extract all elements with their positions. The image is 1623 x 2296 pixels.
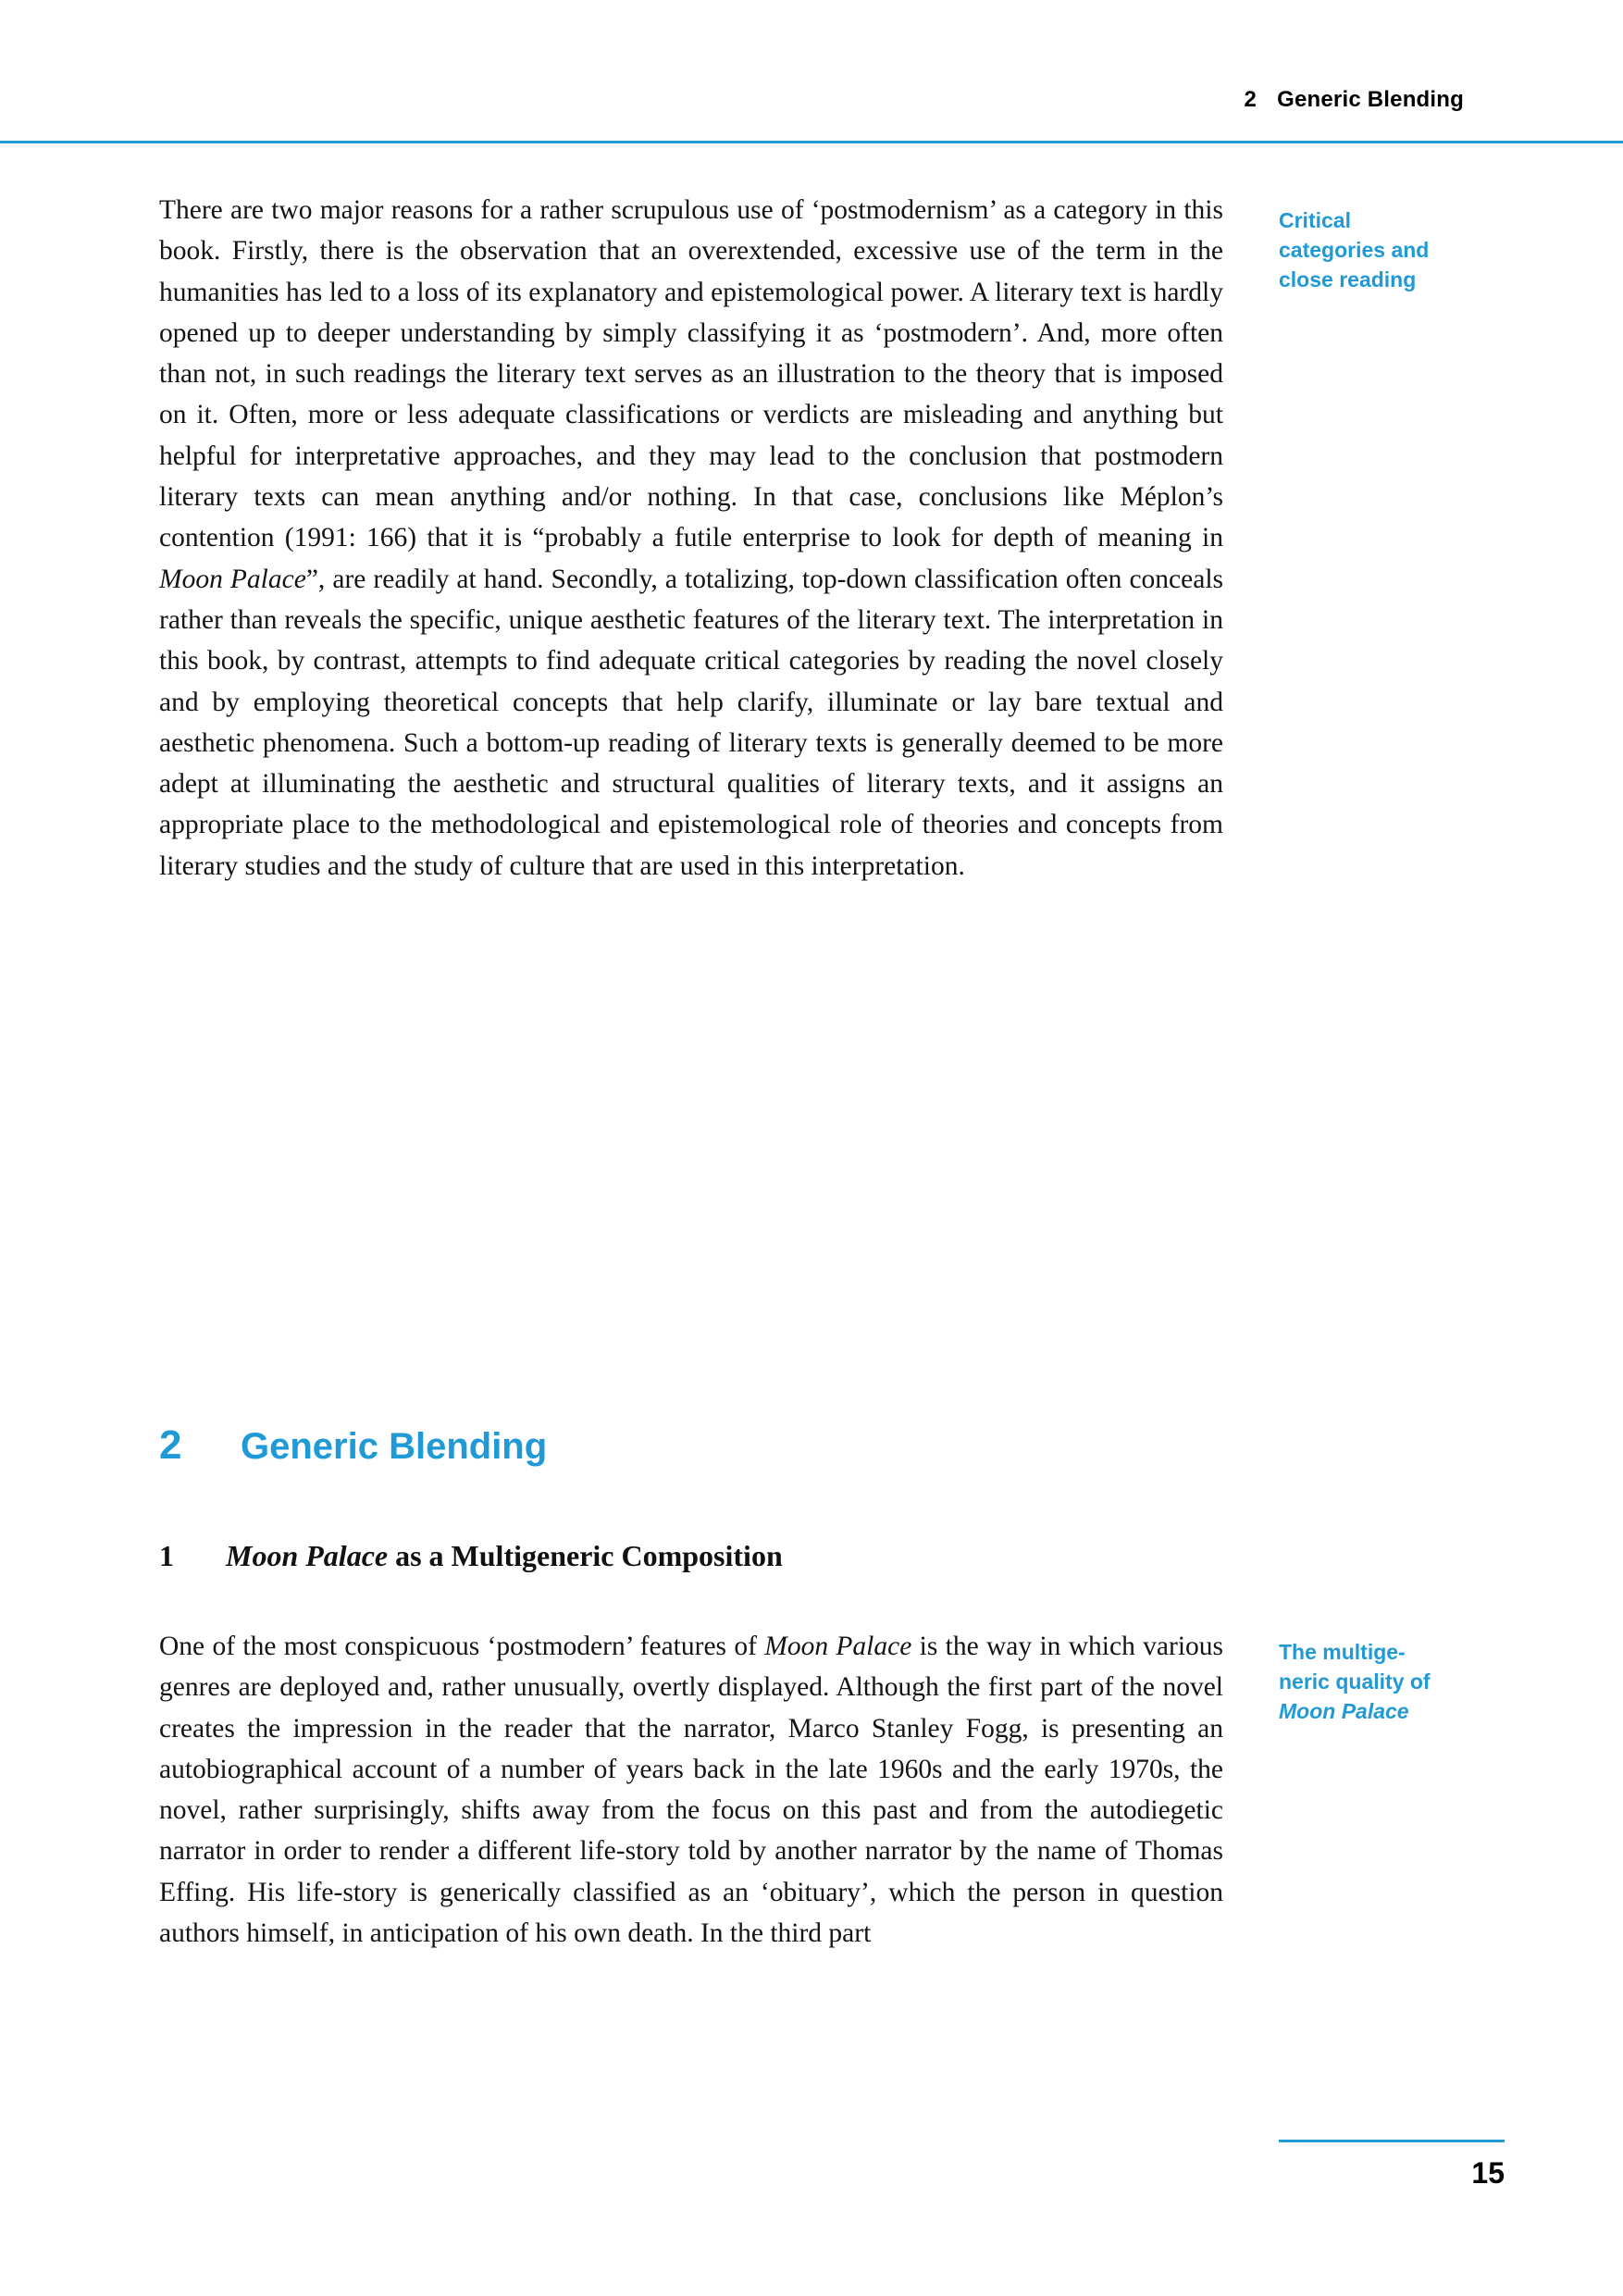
margin-note-critical-categories bbox=[1279, 205, 1501, 294]
chapter-heading-title: Generic Blending bbox=[241, 1426, 548, 1467]
chapter-heading bbox=[159, 1422, 1223, 1469]
chapter-heading-number: 2 bbox=[159, 1422, 182, 1468]
section-title-italic: Moon Palace bbox=[226, 1539, 389, 1572]
paragraph-text-part: One of the most conspicuous ‘postmodern’ features of bbox=[159, 1632, 765, 1661]
margin-note-line: The multige- bbox=[1279, 1640, 1406, 1664]
paragraph-multigeneric bbox=[159, 1626, 1223, 1954]
paragraph-text-part: ”, are readily at hand. Secondly, a totalizing, top-down classification often conceals rather than reveals the specific, unique aesthetic features of the literary text. The interpretation in this book, by contrast, attempts to find adequate critical categories by reading the novel closely and by employing theoretical concepts that help clarify, illuminate or lay bare textual and aesthetic phenomena. Such a bottom-up reading of literary texts is generally deemed to be more adept at illuminating the aesthetic and structural qualities of literary texts, and it assigns an appropriate place to the methodological and epistemological role of theories and concepts from literary studies and the study of culture that are used in this interpretation. bbox=[159, 564, 1224, 881]
header-divider-rule bbox=[0, 141, 1623, 143]
body-column-bottom bbox=[159, 1626, 1223, 1954]
body-column-top bbox=[159, 190, 1223, 887]
header-chapter-title: Generic Blending bbox=[1277, 87, 1464, 112]
paragraph-text-part: is the way in which various genres are deployed and, rather unusually, overtly displayed. Although the first part of the novel creates the impression in the reader that the narrator, Marco Stanley Fogg, is presenting an autobiographical account of a number of years back in the late 1960s and the early 1970s, the novel, rather surprisingly, shifts away from the focus on this past and from the autodiegetic narrator in order to render a different life-story told by another narrator by the name of Thomas Effing. His life-story is generically classified as an ‘obituary’, which the person in question authors himself, in anticipation of his own death. In the third part bbox=[159, 1632, 1224, 1949]
title-moon-palace: Moon Palace bbox=[159, 564, 306, 594]
margin-note-line: close reading bbox=[1279, 267, 1417, 292]
section-heading-number: 1 bbox=[159, 1539, 174, 1572]
margin-note-line: categories and bbox=[1279, 238, 1430, 262]
header-chapter-number: 2 bbox=[1244, 87, 1258, 112]
margin-note-multigeneric-quality bbox=[1279, 1637, 1501, 1726]
page-number: 15 bbox=[1471, 2156, 1505, 2190]
margin-note-line-italic: Moon Palace bbox=[1279, 1699, 1409, 1723]
section-title-rest: as a Multigeneric Composition bbox=[388, 1539, 783, 1572]
section-heading-title bbox=[226, 1539, 783, 1573]
margin-note-line: Critical bbox=[1279, 208, 1351, 232]
margin-note-line: neric quality of bbox=[1279, 1669, 1431, 1694]
footer-divider-rule bbox=[1279, 2140, 1505, 2142]
running-header bbox=[159, 72, 1464, 113]
title-moon-palace: Moon Palace bbox=[764, 1632, 912, 1661]
paragraph-text-part: There are two major reasons for a rather scrupulous use of ‘postmodernism’ as a category in this book. Firstly, there is the observation that an overextended, excessive use of the term in the humanities has led to a loss of its explanatory and epistemological power. A literary text is hardly opened up to deeper understanding by simply classifying it as ‘postmodern’. And, more often than not, in such readings the literary text serves as an illustration to the theory that is imposed on it. Often, more or less adequate classifications or verdicts are misleading and anything but helpful for interpretative approaches, and they may lead to the conclusion that postmodern literary texts can mean anything and/or nothing. In that case, conclusions like Méplon’s contention (1991: 166) that it is “probably a futile enterprise to look for depth of meaning in bbox=[159, 195, 1223, 553]
paragraph-postmodernism bbox=[159, 190, 1223, 887]
section-heading bbox=[159, 1539, 1223, 1573]
